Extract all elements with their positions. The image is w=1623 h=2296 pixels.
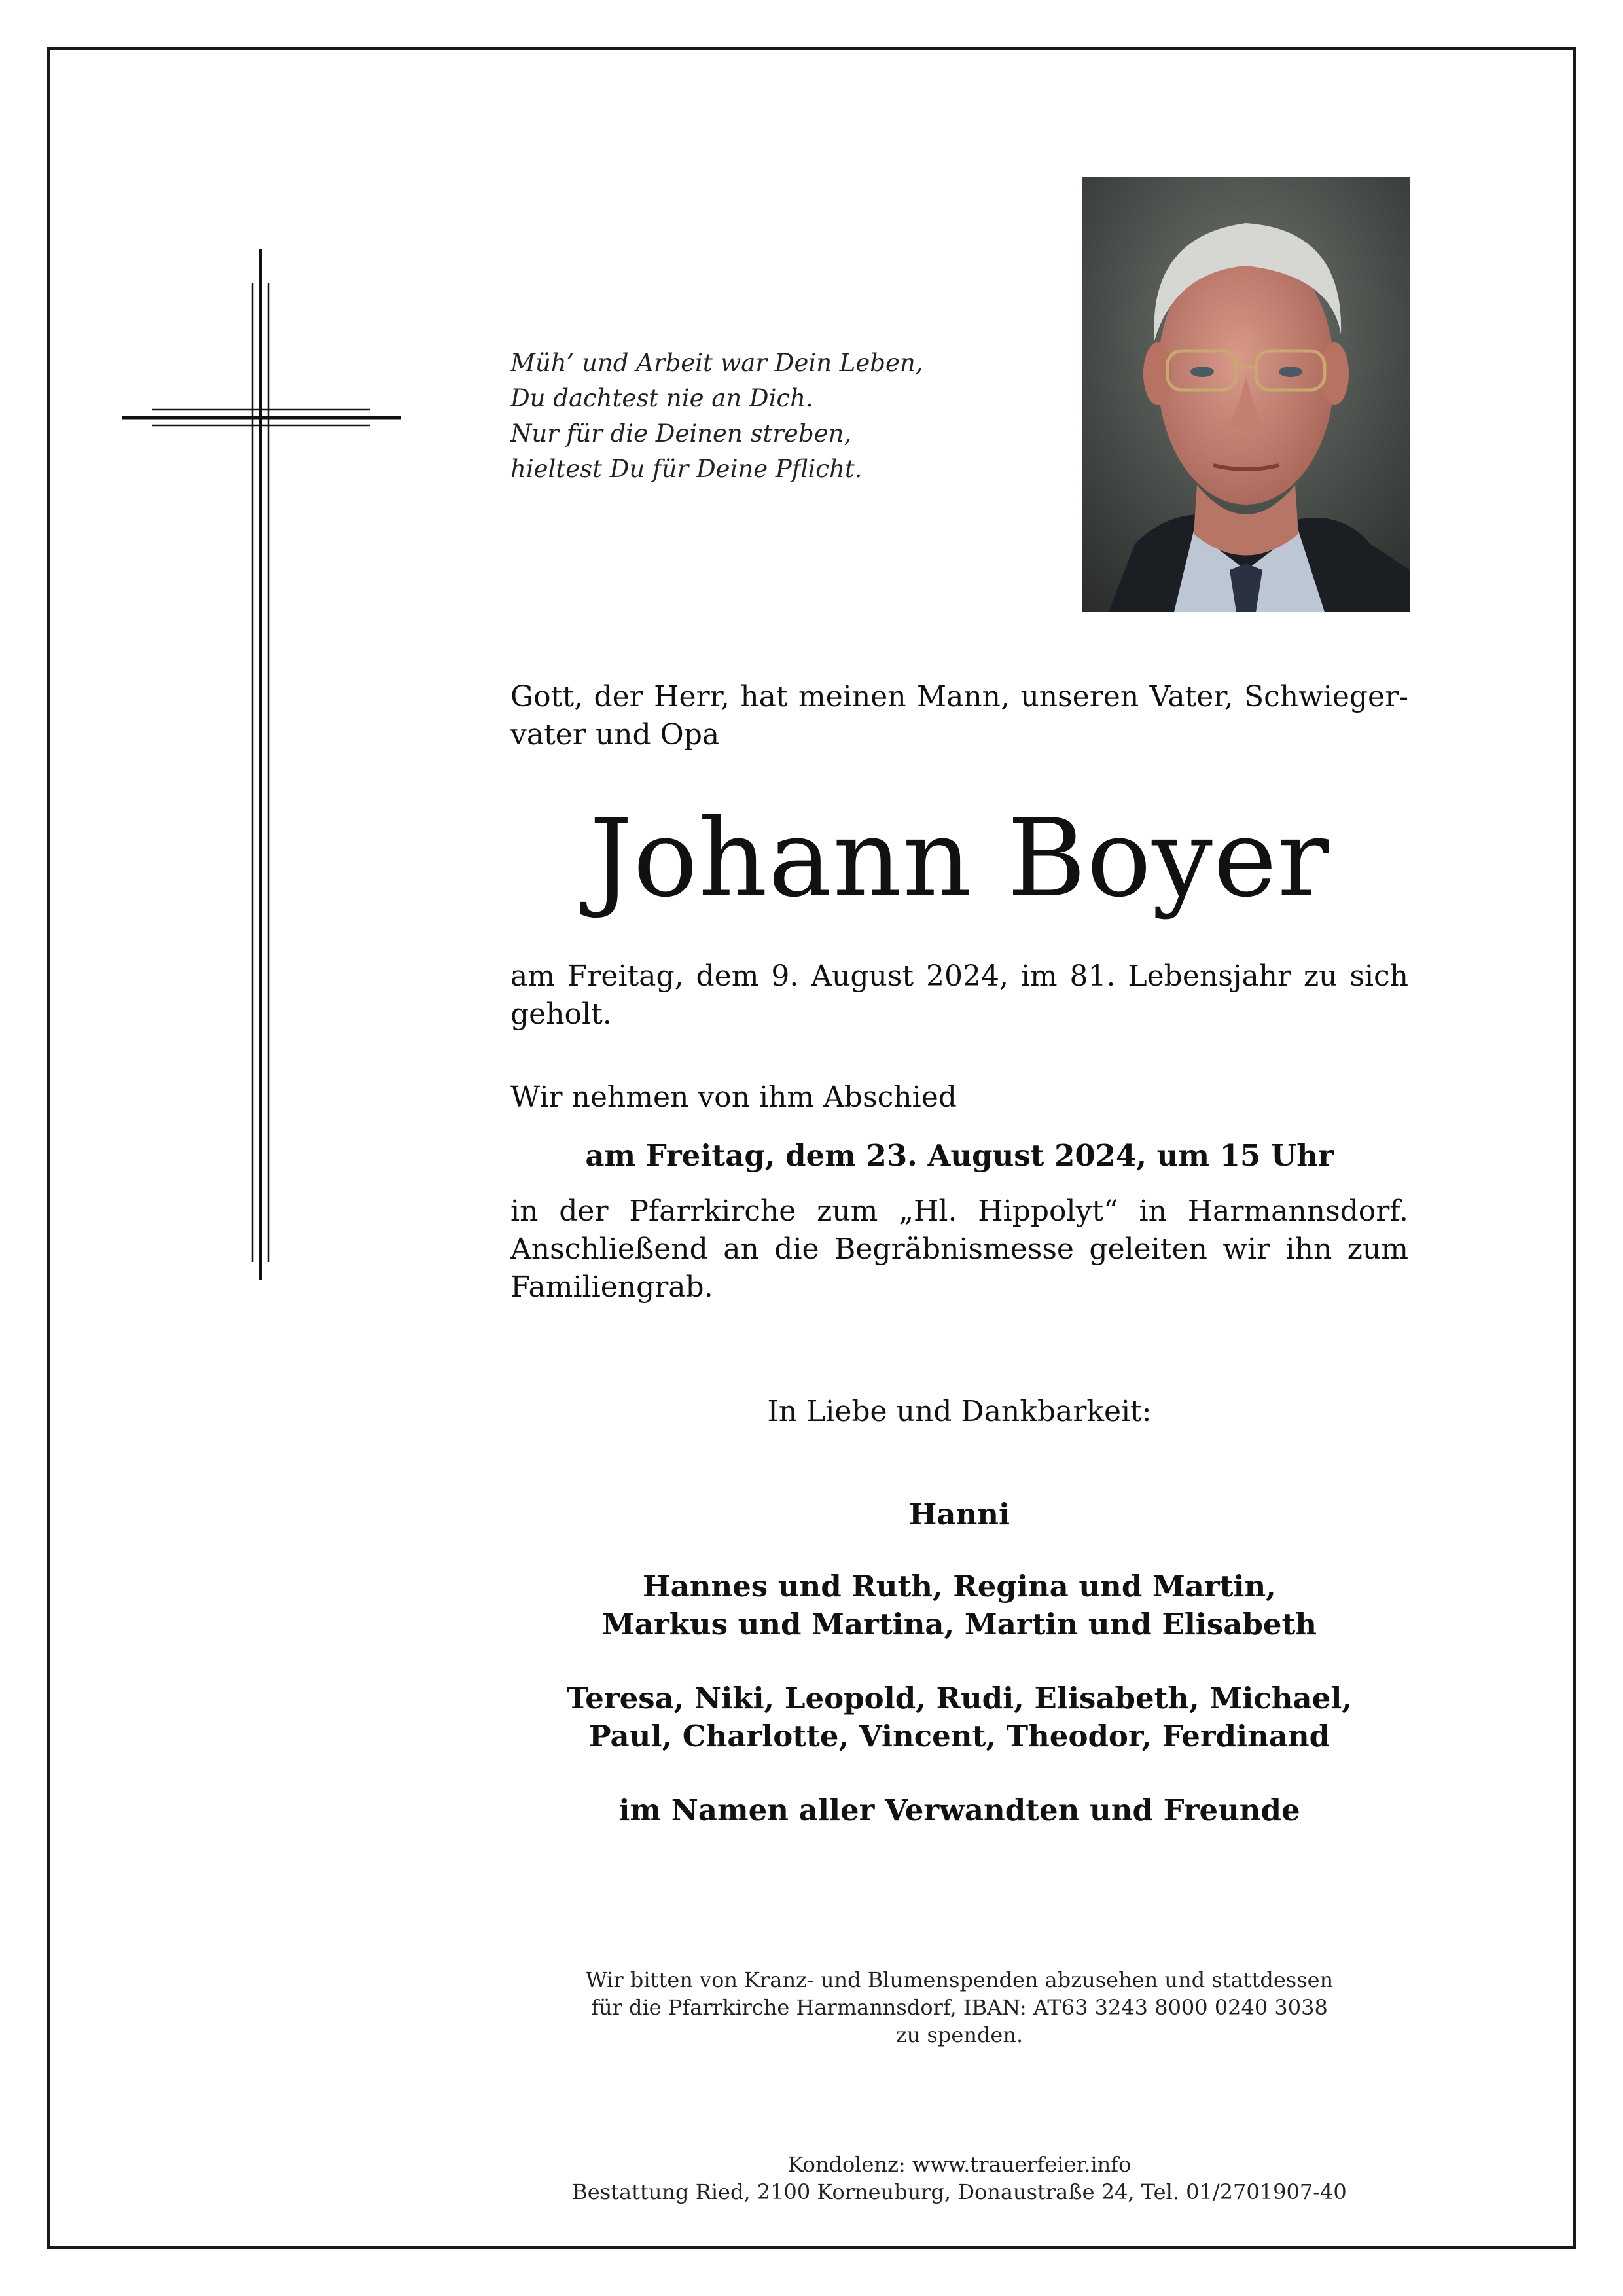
poem: [510, 346, 969, 487]
funeral-location: in der Pfarrkirche zum „Hl. Hippolyt“ in Harmannsdorf. Anschließend an die Begräbnismesse geleiten wir ihn zum Familiengrab.: [510, 1194, 1408, 1304]
funeral-time: am Freitag, dem 23. August 2024, um 15 Uhr: [585, 1138, 1334, 1173]
mourner-line: Paul, Charlotte, Vincent, Theodor, Ferdinand: [588, 1719, 1330, 1753]
donation-line: zu spenden.: [895, 2022, 1024, 2047]
cross-icon: [122, 249, 401, 1280]
poem-line: Müh’ und Arbeit war Dein Leben,: [510, 349, 923, 377]
mourner-line: Teresa, Niki, Leopold, Rudi, Elisabeth, Michael,: [566, 1681, 1353, 1715]
donation-line: für die Pfarrkirche Harmannsdorf, IBAN: AT63 3243 8000 0240 3038: [591, 1995, 1328, 2020]
footer: [510, 2151, 1408, 2206]
farewell-intro: Wir nehmen von ihm Abschied: [510, 1081, 957, 1114]
poem-line: hieltest Du für Deine Pflicht.: [510, 455, 863, 483]
undertaker-info: Bestattung Ried, 2100 Korneuburg, Donaustraße 24, Tel. 01/2701907-40: [572, 2179, 1347, 2204]
poem-line: Nur für die Deinen streben,: [510, 420, 852, 448]
portrait-photo: [1082, 177, 1410, 612]
mourner-others: im Namen aller Verwandten und Freunde: [618, 1793, 1300, 1827]
mourner-children: [510, 1568, 1408, 1643]
condolence-link[interactable]: Kondolenz: www.trauerfeier.info: [787, 2152, 1132, 2177]
closing-text: In Liebe und Dankbarkeit:: [767, 1395, 1152, 1428]
mourner-spouse: Hanni: [908, 1497, 1010, 1532]
mourner-line: Markus und Martina, Martin und Elisabeth: [602, 1607, 1317, 1641]
intro-text: Gott, der Herr, hat meinen Mann, unseren Vater, Schwieger-vater und Opa: [510, 680, 1408, 751]
mourner-line: Hannes und Ruth, Regina und Martin,: [643, 1569, 1276, 1604]
donation-line: Wir bitten von Kranz- und Blumenspenden abzusehen und stattdessen: [585, 1967, 1334, 1992]
poem-line: Du dachtest nie an Dich.: [510, 384, 813, 412]
mourner-grandchildren: [510, 1679, 1408, 1755]
deceased-name: Johann Boyer: [589, 796, 1330, 921]
donation-note: [510, 1966, 1408, 2049]
death-notice: am Freitag, dem 9. August 2024, im 81. Lebensjahr zu sich geholt.: [510, 960, 1408, 1031]
